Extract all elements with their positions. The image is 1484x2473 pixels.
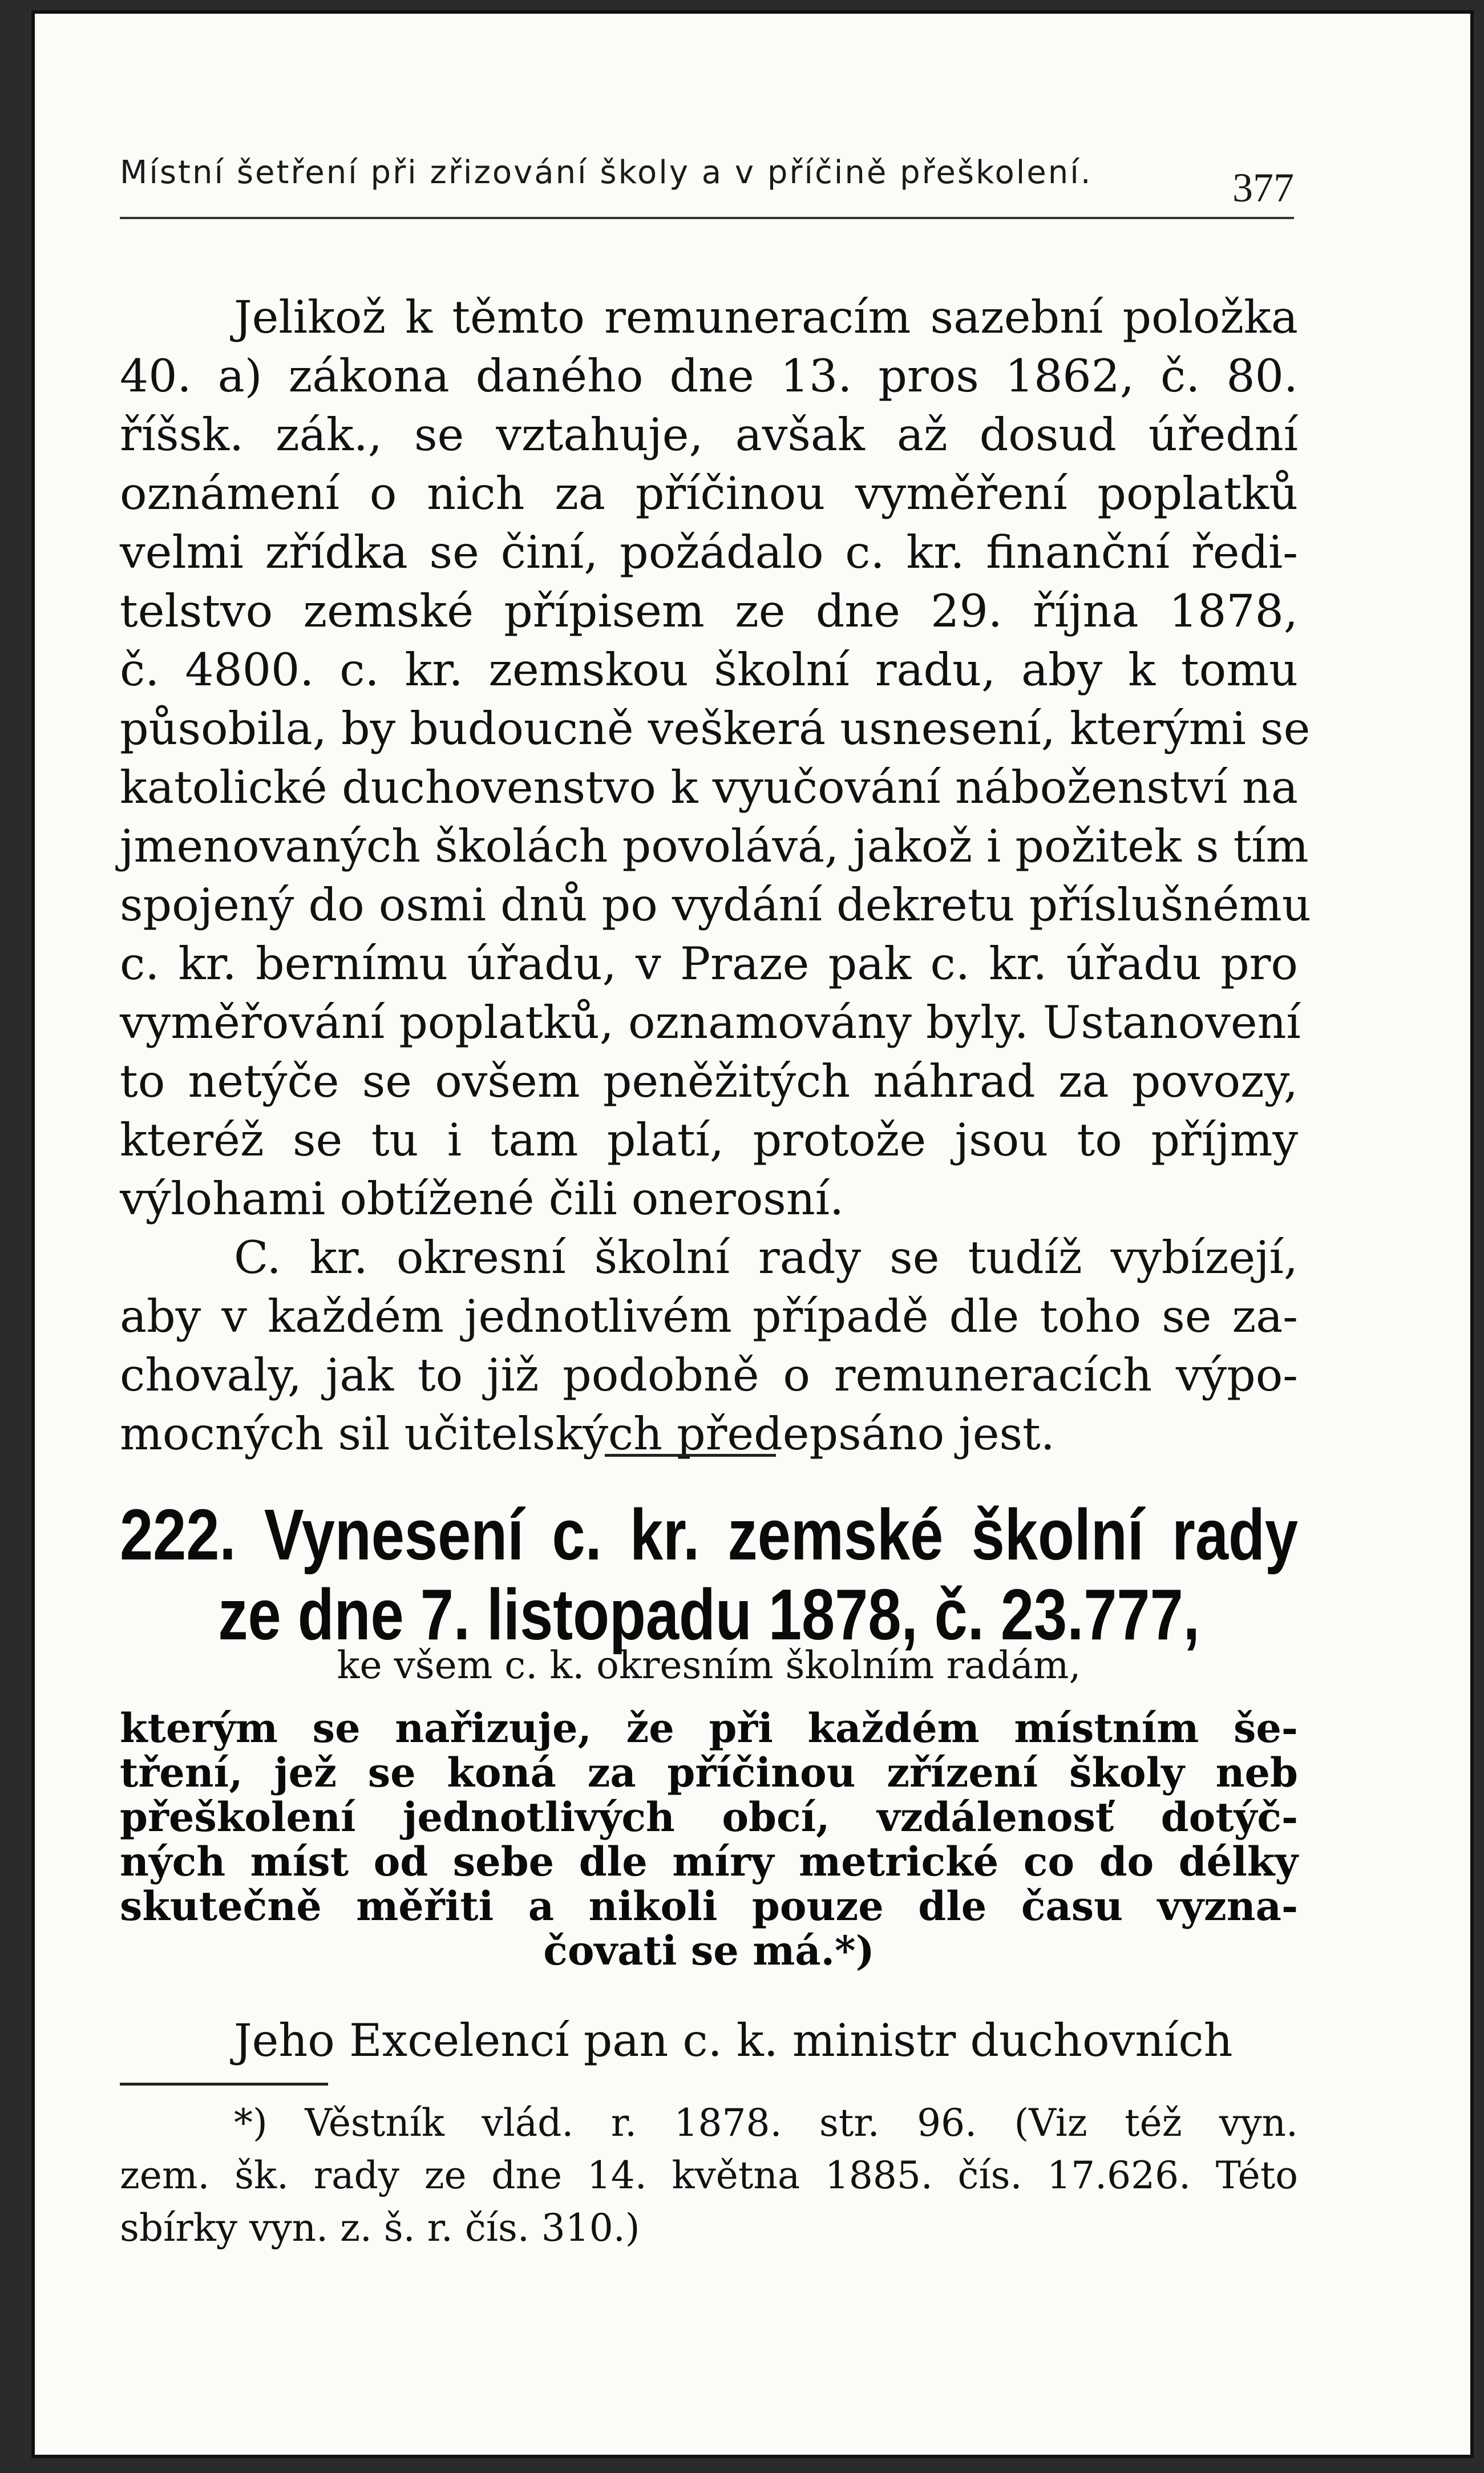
text-line: c. kr. bernímu úřadu, v Praze pak c. kr. úřadu pro (120, 938, 1298, 990)
summary-line: kterým se nařizuje, že při každém místním še- (120, 1704, 1298, 1752)
page-number: 377 (1232, 165, 1294, 211)
text-line: katolické duchovenstvo k vyučování náboženství na (120, 761, 1298, 814)
text-line: oznámení o nich za příčinou vyměření poplatků (120, 467, 1298, 520)
closing-line (120, 2014, 1298, 2067)
header-divider (120, 217, 1294, 219)
text-line: vyměřování poplatků, oznamovány byly. Ustanovení (120, 996, 1301, 1049)
summary-line: čovati se má.*) (543, 1927, 875, 1974)
text-line: výlohami obtížené čili onerosní. (120, 1173, 844, 1225)
text-line: aby v každém jednotlivém případě dle toho se za- (120, 1290, 1298, 1343)
running-header: Místní šetření při zřizování školy a v příčině přeškolení. (120, 154, 1093, 191)
section-summary (120, 1706, 1298, 1973)
text-line: 40. a) zákona daného dne 13. pros 1862, č. 80. (120, 350, 1298, 402)
text-line: kteréž se tu i tam platí, protože jsou to příjmy (120, 1114, 1298, 1166)
text-line: říšsk. zák., se vztahuje, avšak až dosud úřední (120, 409, 1298, 461)
text-line: Jeho Excelencí pan c. k. ministr duchovních (234, 2014, 1233, 2067)
footnote-divider (120, 2083, 328, 2086)
text-line: velmi zřídka se činí, požádalo c. kr. finanční ředi- (120, 526, 1298, 579)
text-line: chovaly, jak to již podobně o remuneracích výpo- (120, 1349, 1298, 1401)
section-title (120, 1494, 1299, 1655)
summary-line: tření, jež se koná za příčinou zřízení školy neb (120, 1749, 1298, 1796)
summary-line: ných míst od sebe dle míry metrické co do délky (120, 1838, 1298, 1885)
summary-line: přeškolení jednotlivých obcí, vzdálenosť dotýč- (120, 1793, 1298, 1841)
summary-line: skutečně měřiti a nikoli pouze dle času vyzna- (120, 1882, 1298, 1930)
text-line: telstvo zemské přípisem ze dne 29. října 1878, (120, 585, 1298, 637)
footnote-line: sbírky vyn. z. š. r. čís. 310.) (120, 2206, 640, 2250)
footnote-line: zem. šk. rady ze dne 14. května 1885. čís. 17.626. Této (120, 2153, 1298, 2197)
text-line: C. kr. okresní školní rady se tudíž vybízejí, (234, 1231, 1298, 1284)
body-text (120, 288, 1311, 1464)
section-addressee: ke všem c. k. okresním školním radám, (337, 1643, 1081, 1687)
text-line: č. 4800. c. kr. zemskou školní radu, aby k tomu (120, 644, 1298, 696)
paragraph-2 (120, 1229, 1298, 1464)
text-line: to netýče se ovšem peněžitých náhrad za povozy, (120, 1055, 1298, 1108)
section-title-line-2: ze dne 7. listopadu 1878, č. 23.777, (218, 1574, 1200, 1655)
section-divider (605, 1454, 776, 1457)
section-title-line-1: 222. Vynesení c. kr. zemské školní rady (120, 1494, 1299, 1575)
text-line: působila, by budoucně veškerá usnesení, kterými se (120, 702, 1311, 755)
footnote (120, 2097, 1298, 2254)
text-line: mocných sil učitelských předepsáno jest. (120, 1408, 1055, 1460)
text-line: spojený do osmi dnů po vydání dekretu příslušnému (120, 879, 1311, 931)
text-line: jmenovaných školách povolává, jakož i požitek s tím (120, 820, 1309, 872)
paragraph-1 (120, 288, 1311, 1229)
text-line: Jelikož k těmto remuneracím sazební položka (234, 291, 1298, 344)
footnote-line: *) Věstník vlád. r. 1878. str. 96. (Viz též vyn. (234, 2101, 1298, 2145)
